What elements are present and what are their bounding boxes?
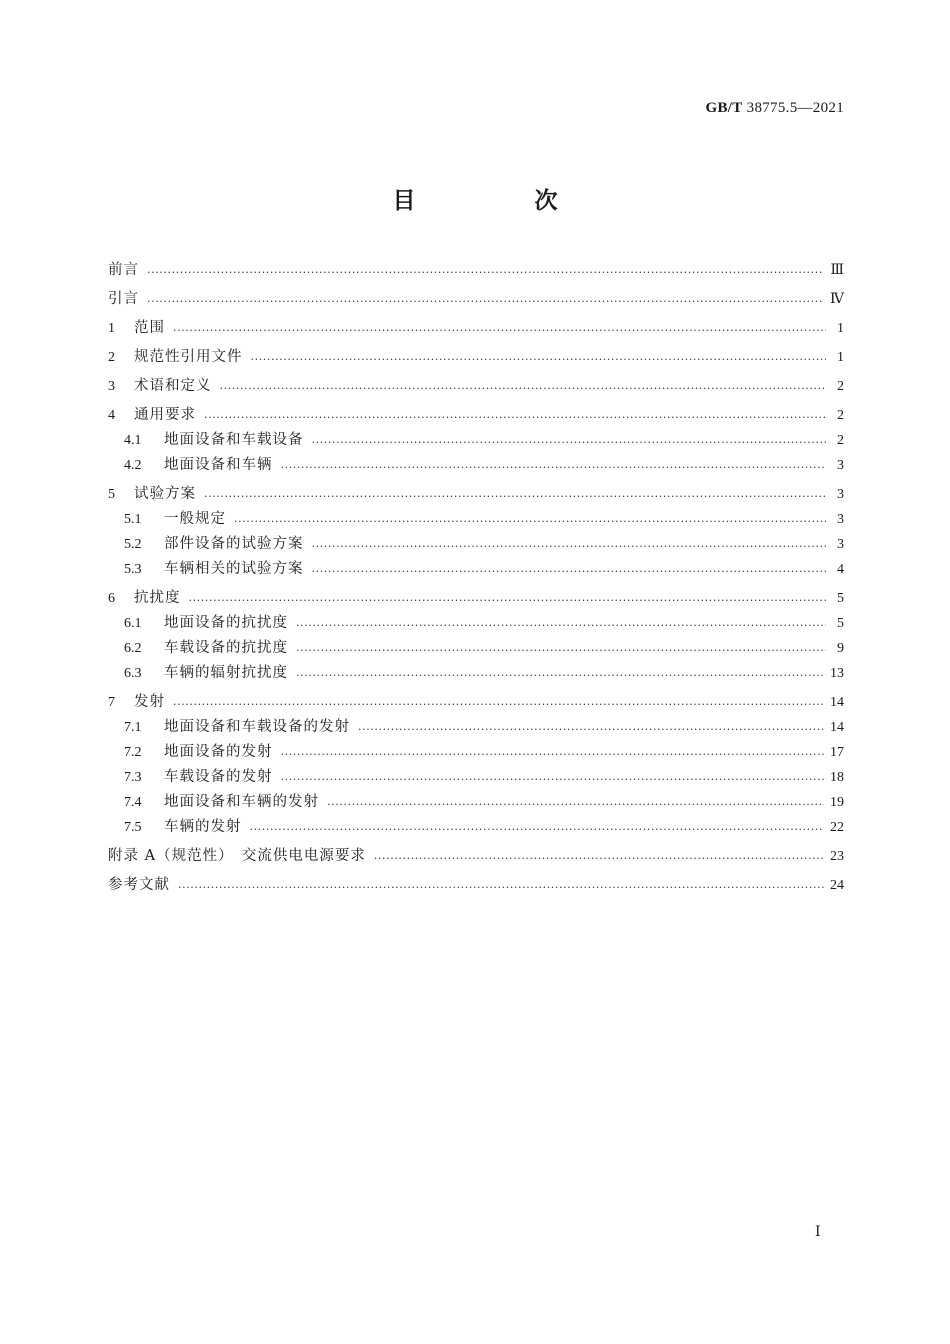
toc-entry-number: 6.1 [124,616,142,631]
toc-entry-number: 7 [108,695,115,710]
toc-entry-label: 术语和定义 [134,378,212,394]
toc-entry-number: 7.4 [124,795,142,810]
toc-entry-label: 地面设备的发射 [164,744,273,760]
toc-entry-page: 2 [837,379,844,394]
toc-entry-label: 参考文献 [108,877,170,893]
dot-leader [327,796,824,812]
dot-leader [250,821,825,837]
toc-entry[interactable] [108,815,844,840]
toc-entry-page: 24 [830,878,844,893]
toc-entry-page: 1 [837,350,844,365]
toc-entry-page: 2 [837,433,844,448]
toc-entry-page: 23 [830,849,844,864]
toc-entry-page: 13 [830,666,844,681]
toc-entry-page: 5 [837,591,844,606]
dot-leader [358,721,824,737]
dot-leader [189,592,827,608]
toc-entry-number: 6 [108,591,115,606]
toc-entry[interactable] [108,765,844,790]
toc-entry-label: 抗扰度 [134,590,181,606]
dot-leader [281,746,825,762]
toc-entry-number: 7.1 [124,720,142,735]
toc-entry[interactable] [108,661,844,686]
dot-leader [147,293,824,309]
toc-entry-label: 车辆的发射 [164,819,242,835]
toc-entry-number: 7.3 [124,770,142,785]
toc-entry-label: 试验方案 [134,486,196,502]
toc-entry[interactable] [108,715,844,740]
toc-entry-number: 4.1 [124,433,142,448]
toc-entry[interactable] [108,611,844,636]
toc-entry-number: 5.1 [124,512,142,527]
dot-leader [173,696,824,712]
toc-entry-number: 4.2 [124,458,142,473]
toc-entry[interactable] [108,740,844,765]
toc-entry-page: Ⅳ [830,292,844,307]
toc-entry[interactable] [108,287,844,312]
dot-leader [281,771,825,787]
toc-entry[interactable] [108,790,844,815]
toc-entry[interactable] [108,403,844,428]
toc-entry-label: 范围 [134,320,165,336]
toc-entry[interactable] [108,873,844,898]
toc-entry[interactable] [108,507,844,532]
toc-entry-page: 14 [830,695,844,710]
toc-entry-page: 18 [830,770,844,785]
dot-leader [312,538,827,554]
dot-leader [251,351,827,367]
dot-leader [234,513,826,529]
toc-entry-label: 发射 [134,694,165,710]
page-number: Ⅰ [815,1225,821,1240]
toc-entry-number: 7.5 [124,820,142,835]
toc-entry[interactable] [108,374,844,399]
toc-entry-page: 17 [830,745,844,760]
toc-entry[interactable] [108,316,844,341]
toc-entry-number: 3 [108,379,115,394]
toc-entry[interactable] [108,844,844,869]
toc-entry-label: 前言 [108,262,139,278]
dot-leader [173,322,826,338]
toc-entry-page: 9 [837,641,844,656]
toc-entry-page: 3 [837,512,844,527]
toc-entry-label: 规范性引用文件 [134,349,243,365]
toc-entry-number: 4 [108,408,115,423]
standard-number: 38775.5—2021 [746,100,844,116]
toc-entry[interactable] [108,532,844,557]
dot-leader [296,642,826,658]
toc-entry-number: 7.2 [124,745,142,760]
dot-leader [178,879,824,895]
toc-entry-page: 3 [837,537,844,552]
toc-entry-label: 通用要求 [134,407,196,423]
toc-entry-label: 地面设备和车载设备的发射 [164,719,350,735]
toc-entry-label: 地面设备和车辆 [164,457,273,473]
toc-entry-page: 14 [830,720,844,735]
toc-entry-label: 引言 [108,291,139,307]
toc-entry[interactable] [108,557,844,582]
toc-entry[interactable] [108,586,844,611]
toc-entry-number: 5 [108,487,115,502]
dot-leader [147,264,824,280]
toc-entry[interactable] [108,258,844,283]
toc-entry[interactable] [108,636,844,661]
toc-entry-page: 5 [837,616,844,631]
toc-entry-label: 部件设备的试验方案 [164,536,304,552]
toc-entry-page: 19 [830,795,844,810]
toc-entry-page: 4 [837,562,844,577]
standard-code [706,100,844,117]
toc-entry-page: 2 [837,408,844,423]
toc-entry-label: 地面设备的抗扰度 [164,615,288,631]
toc-entry-label: 地面设备和车载设备 [164,432,304,448]
toc-title: 目 次 [392,187,606,214]
dot-leader [204,409,826,425]
toc-entry-label: 车辆相关的试验方案 [164,561,304,577]
toc-entry-page: 3 [837,458,844,473]
toc-entry-number: 5.3 [124,562,142,577]
dot-leader [220,380,827,396]
toc-entry[interactable] [108,428,844,453]
toc-entry[interactable] [108,345,844,370]
toc-entry[interactable] [108,482,844,507]
dot-leader [312,434,827,450]
toc-entry-page: 3 [837,487,844,502]
toc-entry[interactable] [108,690,844,715]
toc-entry-label: 车辆的辐射抗扰度 [164,665,288,681]
toc-entry-page: 22 [830,820,844,835]
standard-prefix: GB/T [705,100,743,116]
toc-entry-label: 车载设备的发射 [164,769,273,785]
dot-leader [374,850,824,866]
toc-entry-label: 地面设备和车辆的发射 [164,794,319,810]
dot-leader [281,459,827,475]
toc-entry-number: 6.2 [124,641,142,656]
toc-entry-label: 一般规定 [164,511,226,527]
table-of-contents [108,258,844,898]
dot-leader [204,488,826,504]
toc-entry-page: Ⅲ [830,263,844,278]
dot-leader [296,667,824,683]
toc-entry-page: 1 [837,321,844,336]
toc-entry-label: 车载设备的抗扰度 [164,640,288,656]
toc-entry-number: 2 [108,350,115,365]
dot-leader [296,617,826,633]
toc-entry-label: 附录 A（规范性） 交流供电电源要求 [108,848,366,864]
dot-leader [312,563,827,579]
toc-entry-number: 6.3 [124,666,142,681]
toc-entry-number: 5.2 [124,537,142,552]
toc-entry-number: 1 [108,321,115,336]
toc-entry[interactable] [108,453,844,478]
